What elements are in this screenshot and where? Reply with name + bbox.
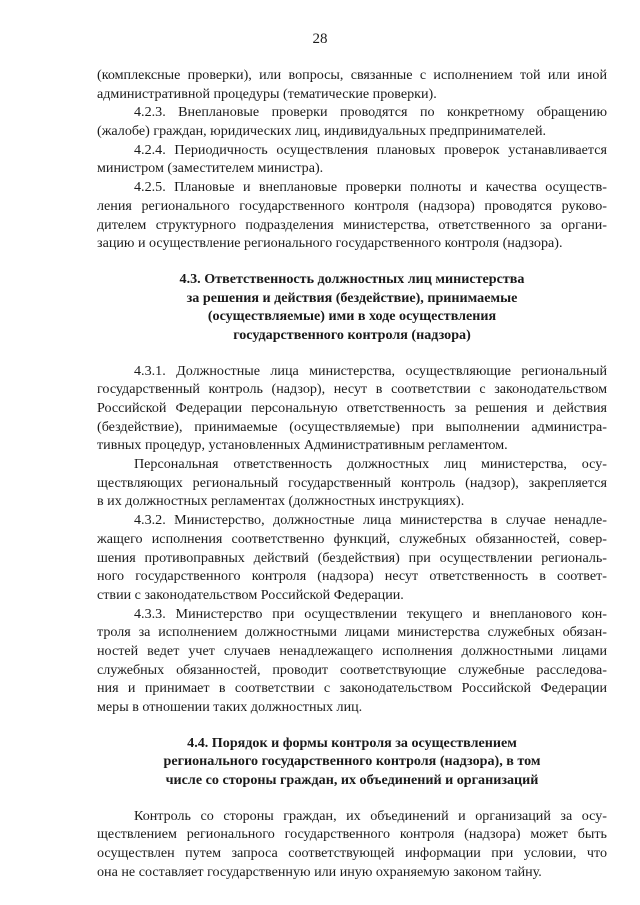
section-heading-4-3 xyxy=(97,270,607,345)
text-line: меры в отношении таких должностных лиц. xyxy=(97,699,363,715)
heading-line: регионального государственного контроля (надзора), в том xyxy=(163,753,541,770)
paragraph-4-3-2 xyxy=(97,511,607,604)
text-line: ществлением регионального государственного контроля (надзора) может быть xyxy=(97,826,607,843)
text-line: ностей ведет учет случаев ненадлежащего исполнения должностными лицами xyxy=(97,642,607,659)
text-line: 4.3.1. Должностные лица министерства, осуществляющие региональный xyxy=(134,362,607,379)
paragraph-public-control xyxy=(97,807,607,882)
paragraph-4-2-4 xyxy=(97,141,607,178)
text-line: ления регионального государственного контроля (надзора) проводятся руково- xyxy=(97,197,607,214)
text-line: ного государственного контроля (надзора) несут ответственность в соответ- xyxy=(97,568,607,585)
section-heading-4-4 xyxy=(97,734,607,790)
text-line: она не составляет государственную или иную охраняемую законом тайну. xyxy=(97,863,542,880)
text-line: служебных обязанностей, проводит соответствующие служебные расследова- xyxy=(97,661,607,678)
heading-line: 4.4. Порядок и формы контроля за осуществлением xyxy=(187,734,517,751)
text-line: министром (заместителем министра). xyxy=(97,160,324,177)
heading-line: 4.3. Ответственность должностных лиц министерства xyxy=(179,270,525,287)
text-line: государственный контроль (надзор), несут в соответствии с законодательством xyxy=(97,381,607,398)
paragraph-intro xyxy=(97,66,607,103)
text-line: (бездействие), принимаемые (осуществляемые) при выполнении администра- xyxy=(97,418,607,435)
text-line: Контроль со стороны граждан, их объединений и организаций за осу- xyxy=(134,807,607,824)
text-line: 4.2.5. Плановые и внеплановые проверки полноты и качества осуществ- xyxy=(134,179,607,196)
paragraph-4-2-5 xyxy=(97,178,607,253)
text-line: административной процедуры (тематические проверки). xyxy=(97,85,437,102)
text-line: 4.3.2. Министерство, должностные лица министерства в случае ненадле- xyxy=(134,512,607,529)
text-line: осуществлен путем запроса соответствующей информации при условии, что xyxy=(97,845,607,862)
heading-line: числе со стороны граждан, их объединений и организаций xyxy=(165,772,539,789)
document-body xyxy=(97,66,607,882)
text-line: зацию и осуществление регионального государственного контроля (надзора). xyxy=(97,235,563,252)
text-line: троля за исполнением должностными лицами министерства служебных обязан- xyxy=(97,624,607,641)
paragraph-4-2-3 xyxy=(97,103,607,140)
text-line: жащего исполнения соответственно функций, служебных обязанностей, совер- xyxy=(97,530,607,547)
text-line: ствии с законодательством Российской Федерации. xyxy=(97,586,404,603)
text-line: шения противоправных действий (бездействия) при осуществлении региональ- xyxy=(97,549,607,566)
paragraph-4-3-3 xyxy=(97,605,607,717)
text-line: Российской Федерации персональную ответственность за решения и действия xyxy=(97,400,607,416)
page-number: 28 xyxy=(312,31,328,47)
text-line: в их должностных регламентах (должностных инструкциях). xyxy=(97,493,465,510)
paragraph-4-3-1 xyxy=(97,362,607,455)
heading-line: за решения и действия (бездействие), принимаемые xyxy=(186,289,518,306)
text-line: 4.3.3. Министерство при осуществлении текущего и внепланового кон- xyxy=(134,605,607,622)
text-line: 4.2.3. Внеплановые проверки проводятся по конкретному обращению xyxy=(134,104,607,121)
text-line: ния и принимает в соответствии с законодательством Российской Федерации xyxy=(97,680,607,697)
text-line: (комплексные проверки), или вопросы, связанные с исполнением той или иной xyxy=(97,67,607,83)
text-line: ществляющих региональный государственный контроль (надзор), закрепляется xyxy=(97,474,607,491)
text-line: (жалобе) граждан, юридических лиц, индивидуальных предпринимателей. xyxy=(97,123,547,140)
heading-line: государственного контроля (надзора) xyxy=(233,326,471,343)
text-line: тивных процедур, установленных Административным регламентом. xyxy=(97,437,508,454)
text-line: Персональная ответственность должностных лиц министерства, осу- xyxy=(134,456,607,473)
paragraph-personal-responsibility xyxy=(97,455,607,511)
text-line: дителем структурного подразделения министерства, ответственного за органи- xyxy=(97,216,607,233)
text-line: 4.2.4. Периодичность осуществления плановых проверок устанавливается xyxy=(134,141,607,158)
heading-line: (осуществляемые) ими в ходе осуществления xyxy=(207,308,497,325)
